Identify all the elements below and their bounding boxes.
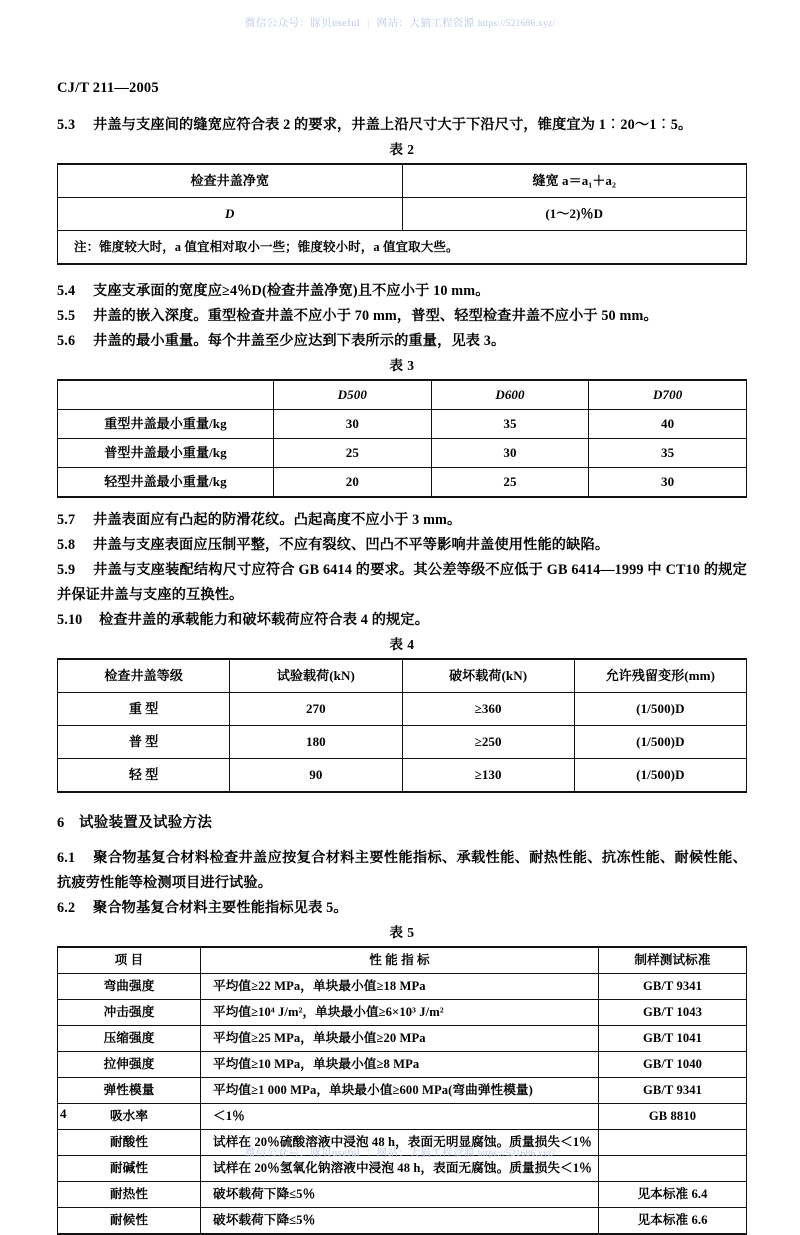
table-4 [57, 658, 747, 793]
watermark-top [0, 15, 800, 30]
clause-6-1-text: 聚合物基复合材料检查井盖应按复合材料主要性能指标、承载性能、耐热性能、抗冻性能、耐候性能、抗疲劳性能等检测项目进行试验。 [57, 850, 747, 891]
table-row [58, 759, 747, 793]
clause-6-1 [57, 846, 747, 896]
table-row [58, 1052, 747, 1078]
table-row [58, 974, 747, 1000]
table5-cell-9-2: 见本标准 6.6 [599, 1208, 747, 1235]
table-row [58, 1208, 747, 1235]
table2-cell-0-0: D [58, 198, 403, 231]
table5-caption: 表 5 [389, 925, 415, 940]
table5-cell-0-2: GB/T 9341 [599, 974, 747, 1000]
table2-caption: 表 2 [389, 142, 415, 157]
table-3 [57, 379, 747, 498]
clause-5-3-number: 5.3 [57, 117, 76, 133]
table-row [58, 468, 747, 498]
table5-cell-5-0: 吸水率 [58, 1104, 201, 1130]
table5-cell-2-0: 压缩强度 [58, 1026, 201, 1052]
clause-6-2-number: 6.2 [57, 900, 76, 916]
table4-cell-2-0: 轻 型 [58, 759, 230, 793]
clause-5-9 [57, 558, 747, 608]
table-row [58, 439, 747, 468]
table-row [58, 198, 747, 231]
table4-caption: 表 4 [389, 637, 415, 652]
watermark-separator-bottom: | [367, 1148, 370, 1159]
table5-cell-3-0: 拉伸强度 [58, 1052, 201, 1078]
table3-header-1: D500 [274, 380, 432, 410]
table4-cell-1-2: ≥250 [402, 726, 574, 759]
table-row [58, 410, 747, 439]
clause-5-10-text: 检查井盖的承载能力和破坏载荷应符合表 4 的规定。 [99, 612, 430, 628]
clause-5-6-text: 井盖的最小重量。每个井盖至少应达到下表所示的重量，见表 3。 [93, 333, 506, 349]
table4-cell-0-0: 重 型 [58, 693, 230, 726]
table3-header-3: D700 [589, 380, 747, 410]
table5-cell-1-1: 平均值≥10⁴ J/m²，单块最小值≥6×10³ J/m² [201, 1000, 599, 1026]
table3-header-0 [58, 380, 274, 410]
clause-5-5-text: 井盖的嵌入深度。重型检查井盖不应小于 70 mm，普型、轻型检查井盖不应小于 50 mm。 [93, 308, 658, 324]
watermark-site-name-bottom: 大猫工程资源 [409, 1148, 475, 1159]
table4-header-2: 破坏载荷(kN) [402, 659, 574, 693]
table5-cell-8-1: 破坏载荷下降≤5％ [201, 1182, 599, 1208]
watermark-url: https://521686.xyz/ [477, 19, 556, 29]
table5-cell-9-1: 破坏载荷下降≤5％ [201, 1208, 599, 1235]
table3-cell-0-3: 40 [589, 410, 747, 439]
table3-cell-0-0: 重型井盖最小重量/kg [58, 410, 274, 439]
watermark-wechat-name-bottom: 豚贝useful [310, 1148, 361, 1159]
table3-cell-2-1: 20 [274, 468, 432, 498]
clause-5-7-text: 井盖表面应有凸起的防滑花纹。凸起高度不应小于 3 mm。 [93, 512, 462, 528]
table5-header-0: 项 目 [58, 947, 201, 974]
watermark-site-label: 网站： [376, 18, 410, 29]
table3-cell-2-0: 轻型井盖最小重量/kg [58, 468, 274, 498]
table-2 [57, 163, 747, 265]
clause-5-8-text: 井盖与支座表面应压制平整，不应有裂纹、凹凸不平等影响井盖使用性能的缺陷。 [93, 537, 610, 553]
table4-cell-1-0: 普 型 [58, 726, 230, 759]
table5-cell-5-2: GB 8810 [599, 1104, 747, 1130]
page-number: 4 [60, 1106, 67, 1121]
clause-5-6 [57, 329, 747, 354]
table5-header-1: 性 能 指 标 [201, 947, 599, 974]
table5-cell-0-1: 平均值≥22 MPa，单块最小值≥18 MPa [201, 974, 599, 1000]
table5-cell-5-1: ＜1％ [201, 1104, 599, 1130]
clause-5-7 [57, 508, 747, 533]
table5-cell-1-2: GB/T 1043 [599, 1000, 747, 1026]
table3-cell-1-0: 普型井盖最小重量/kg [58, 439, 274, 468]
table2-header-0: 检查井盖净宽 [58, 164, 403, 198]
table-row [58, 659, 747, 693]
table3-cell-2-2: 25 [431, 468, 589, 498]
table-row [58, 1026, 747, 1052]
clause-5-8-number: 5.8 [57, 537, 76, 553]
clause-5-9-number: 5.9 [57, 562, 76, 578]
table5-cell-8-0: 耐热性 [58, 1182, 201, 1208]
table3-header-2: D600 [431, 380, 589, 410]
table-row [58, 231, 747, 265]
table-row [58, 1104, 747, 1130]
table2-cell-0-1: (1～2)％D [402, 198, 747, 231]
table-row [58, 947, 747, 974]
table5-cell-6-1: 试样在 20％硫酸溶液中浸泡 48 h，表面无明显腐蚀。质量损失＜1％ [201, 1130, 599, 1156]
clause-5-5-number: 5.5 [57, 308, 76, 324]
table5-cell-3-1: 平均值≥10 MPa，单块最小值≥8 MPa [201, 1052, 599, 1078]
table-row [58, 1000, 747, 1026]
table-row [58, 1078, 747, 1104]
table4-cell-1-3: (1/500)D [574, 726, 746, 759]
table-5 [57, 946, 747, 1235]
table4-header-0: 检查井盖等级 [58, 659, 230, 693]
table4-cell-1-1: 180 [230, 726, 402, 759]
clause-5-4-text: 支座支承面的宽度应≥4％D(检查井盖净宽)且不应小于 10 mm。 [93, 283, 490, 299]
clause-6-2-text: 聚合物基复合材料主要性能指标见表 5。 [93, 900, 348, 916]
table3-cell-2-3: 30 [589, 468, 747, 498]
table4-cell-0-3: (1/500)D [574, 693, 746, 726]
clause-5-4-number: 5.4 [57, 283, 76, 299]
watermark-bottom [0, 1145, 800, 1160]
table5-cell-4-1: 平均值≥1 000 MPa，单块最小值≥600 MPa(弯曲弹性模量) [201, 1078, 599, 1104]
section-6-heading [57, 811, 747, 836]
standard-code-header: CJ/T 211—2005 [57, 80, 159, 96]
table5-cell-2-2: GB/T 1041 [599, 1026, 747, 1052]
watermark-wechat-label-bottom: 微信公众号： [244, 1148, 311, 1159]
table3-cell-0-1: 30 [274, 410, 432, 439]
table5-cell-6-0: 耐酸性 [58, 1130, 201, 1156]
table5-cell-3-2: GB/T 1040 [599, 1052, 747, 1078]
table4-header-1: 试验载荷(kN) [230, 659, 402, 693]
table3-cell-0-2: 35 [431, 410, 589, 439]
table5-cell-4-0: 弹性模量 [58, 1078, 201, 1104]
table4-cell-0-2: ≥360 [402, 693, 574, 726]
table-row [58, 380, 747, 410]
table4-cell-2-2: ≥130 [402, 759, 574, 793]
table-row [58, 693, 747, 726]
clause-5-7-number: 5.7 [57, 512, 76, 528]
watermark-site-label-bottom: 网站： [376, 1148, 410, 1159]
table5-cell-9-0: 耐候性 [58, 1208, 201, 1235]
clause-5-8 [57, 533, 747, 558]
table5-cell-0-0: 弯曲强度 [58, 974, 201, 1000]
section-6-number: 6 [57, 815, 65, 831]
clause-5-9-text: 井盖与支座装配结构尺寸应符合 GB 6414 的要求。其公差等级不应低于 GB 6414—1999 中 CT10 的规定并保证井盖与支座的互换性。 [57, 562, 747, 603]
watermark-separator: | [367, 18, 370, 29]
table4-cell-2-1: 90 [230, 759, 402, 793]
table2-note: 注：锥度较大时，a 值宜相对取小一些；锥度较小时，a 值宜取大些。 [58, 231, 747, 265]
clause-5-3 [57, 113, 747, 138]
watermark-wechat-label: 微信公众号： [244, 18, 311, 29]
clause-6-1-number: 6.1 [57, 850, 76, 866]
clause-5-6-number: 5.6 [57, 333, 76, 349]
table5-header-2: 制样测试标准 [599, 947, 747, 974]
section-6-title: 试验装置及试验方法 [79, 815, 213, 831]
table-row [58, 1182, 747, 1208]
watermark-wechat-name: 豚贝useful [310, 18, 361, 29]
clause-5-5 [57, 304, 747, 329]
clause-5-4 [57, 279, 747, 304]
clause-5-10-number: 5.10 [57, 612, 83, 628]
table5-cell-7-0: 耐碱性 [58, 1156, 201, 1182]
table3-caption: 表 3 [389, 358, 415, 373]
table5-cell-8-2: 见本标准 6.4 [599, 1182, 747, 1208]
table5-cell-4-2: GB/T 9341 [599, 1078, 747, 1104]
clause-5-10 [57, 608, 747, 633]
table4-cell-0-1: 270 [230, 693, 402, 726]
document-content [57, 113, 747, 1235]
table3-cell-1-1: 25 [274, 439, 432, 468]
table3-cell-1-2: 30 [431, 439, 589, 468]
clause-5-3-text: 井盖与支座间的缝宽应符合表 2 的要求，井盖上沿尺寸大于下沿尺寸，锥度宜为 1︰20～1︰5。 [93, 117, 693, 133]
watermark-site-name: 大猫工程资源 [409, 18, 475, 29]
table5-cell-1-0: 冲击强度 [58, 1000, 201, 1026]
table5-cell-2-1: 平均值≥25 MPa，单块最小值≥20 MPa [201, 1026, 599, 1052]
table5-cell-7-1: 试样在 20％氢氧化钠溶液中浸泡 48 h，表面无腐蚀。质量损失＜1％ [201, 1156, 599, 1182]
watermark-url-bottom: https://521686.xyz/ [477, 1149, 556, 1159]
table-row [58, 164, 747, 198]
table2-header-1: 缝宽 a＝a₁＋a₂ [402, 164, 747, 198]
table3-cell-1-3: 35 [589, 439, 747, 468]
table4-header-3: 允许残留变形(mm) [574, 659, 746, 693]
table-row [58, 726, 747, 759]
table4-cell-2-3: (1/500)D [574, 759, 746, 793]
clause-6-2 [57, 896, 747, 921]
